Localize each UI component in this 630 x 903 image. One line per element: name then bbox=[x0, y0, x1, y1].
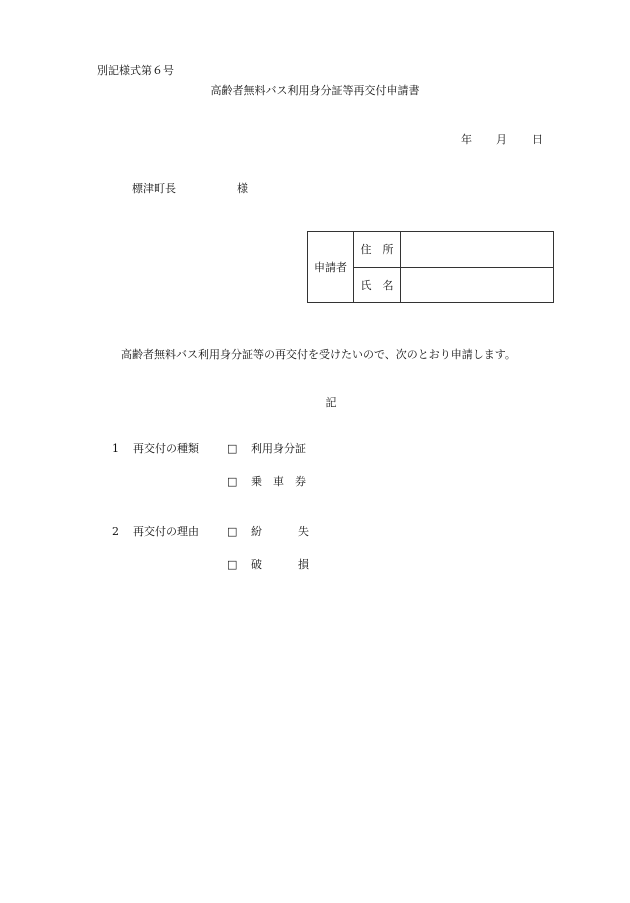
option-id-card-label: 利用身分証 bbox=[251, 442, 306, 455]
date-day-label: 日 bbox=[532, 133, 543, 146]
form-number: 別記様式第６号 bbox=[97, 64, 174, 77]
address-label: 住 所 bbox=[354, 232, 401, 268]
ki-heading: 記 bbox=[325, 396, 337, 409]
checkbox-damaged[interactable]: □ bbox=[227, 558, 238, 571]
option-damaged-label: 破 bbox=[251, 558, 262, 571]
checkbox-ticket[interactable]: □ bbox=[227, 475, 238, 488]
address-field[interactable] bbox=[401, 232, 554, 268]
option-lost-label-2: 失 bbox=[298, 525, 309, 538]
section1-label: 再交付の種類 bbox=[133, 442, 199, 455]
document-title: 高齢者無料バス利用身分証等再交付申請書 bbox=[210, 84, 420, 97]
date-year-label: 年 bbox=[461, 133, 472, 146]
option-damaged-label-2: 損 bbox=[298, 558, 309, 571]
section2-number: 2 bbox=[112, 525, 119, 538]
section1-number: 1 bbox=[112, 442, 119, 455]
name-field[interactable] bbox=[401, 267, 554, 303]
option-lost-label: 紛 bbox=[251, 525, 262, 538]
checkbox-lost[interactable]: □ bbox=[227, 525, 238, 538]
addressee-name: 標津町長 bbox=[132, 182, 176, 195]
checkbox-id-card[interactable]: □ bbox=[227, 442, 238, 455]
date-month-label: 月 bbox=[496, 133, 507, 146]
body-text: 高齢者無料バス利用身分証等の再交付を受けたいので、次のとおり申請します。 bbox=[121, 348, 516, 361]
section2-label: 再交付の理由 bbox=[133, 525, 199, 538]
option-ticket-label: 乗 車 券 bbox=[251, 475, 306, 488]
name-label: 氏 名 bbox=[354, 267, 401, 303]
applicant-table bbox=[307, 231, 554, 303]
addressee-honorific: 様 bbox=[237, 182, 248, 195]
applicant-label: 申請者 bbox=[308, 232, 354, 303]
